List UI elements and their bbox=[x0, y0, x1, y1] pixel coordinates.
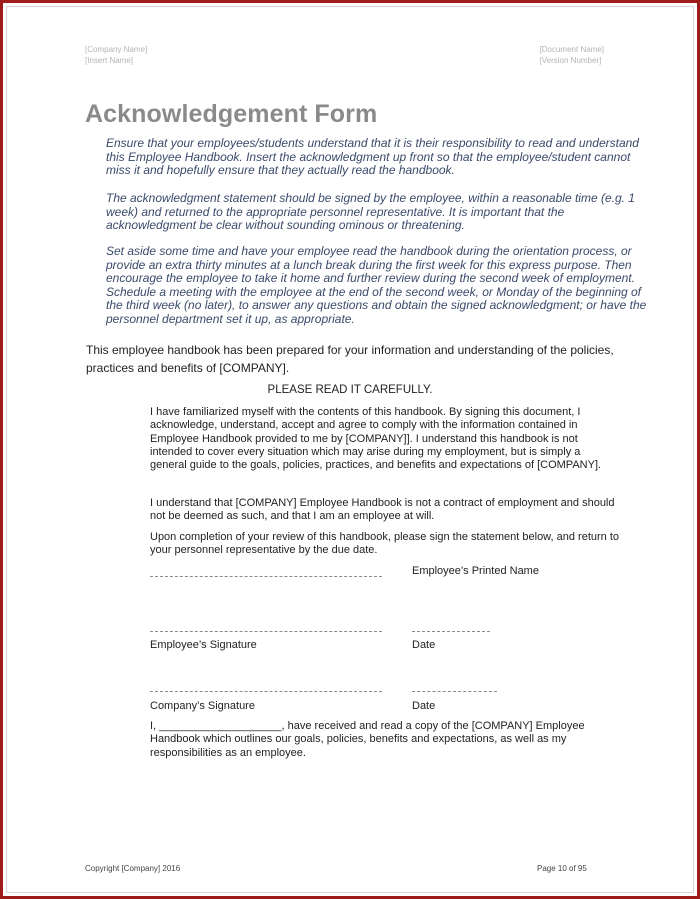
read-carefully-notice: PLEASE READ IT CAREFULLY. bbox=[267, 384, 433, 396]
employee-signature-label: Employee’s Signature bbox=[150, 639, 257, 651]
page-title: Acknowledgement Form bbox=[85, 100, 378, 128]
company-date-label: Date bbox=[412, 700, 436, 712]
header-document-name: [Document Name] bbox=[539, 45, 604, 54]
employee-date-line[interactable] bbox=[412, 631, 490, 632]
intro-paragraph: This employee handbook has been prepared for your information and understanding of the policies, practices and benefits of [COMPANY]. bbox=[86, 343, 614, 375]
header-version-number: [Version Number] bbox=[539, 56, 602, 65]
acknowledgment-paragraph-3: Upon completion of your review of this handbook, please sign the statement below, and return to your personnel representative by the due date. bbox=[150, 531, 620, 557]
printed-name-line[interactable] bbox=[150, 576, 382, 577]
header-right bbox=[540, 44, 604, 66]
printed-name-label: Employee’s Printed Name bbox=[412, 565, 539, 577]
company-signature-line[interactable] bbox=[150, 691, 382, 692]
header-insert-name: [Insert Name] bbox=[85, 56, 134, 65]
company-signature-label: Company’s Signature bbox=[150, 700, 255, 712]
guidance-paragraph-1: Ensure that your employees/students understand that it is their responsibility to read and understand this Employee Handbook. Insert the acknowledgment up front so that the employee/student cannot miss it and hopefully ensure that they actually read the handbook. bbox=[106, 136, 639, 178]
footer-page-number: Page 10 of 95 bbox=[537, 864, 587, 873]
acknowledgment-paragraph-2: I understand that [COMPANY] Employee Handbook is not a contract of employment and should not be deemed as such, and that I am an employee at will. bbox=[150, 497, 615, 523]
employee-date-label: Date bbox=[412, 639, 436, 651]
guidance-paragraph-3: Set aside some time and have your employee read the handbook during the orientation process, or provide an extra thirty minutes at a lunch break during the first week for this express purpose. Then encourage the employee to take it home and further review during the second week of employment. Schedule a meeting with the employee at the end of the second week, or Monday of the beginning of the third week (no later), to answer any questions and obtain the signed acknowledgment; or have the personnel department set it up, as appropriate. bbox=[106, 244, 647, 326]
employee-signature-line[interactable] bbox=[150, 631, 382, 632]
footer-copyright: Copyright [Company] 2016 bbox=[85, 864, 181, 873]
final-statement: I, ____________________, have received and read a copy of the [COMPANY] Employee Handbook which outlines our goals, policies, benefits and expectations, as well as my responsibilities as an employee. bbox=[150, 720, 585, 759]
header-company-name: [Company Name] bbox=[85, 45, 148, 54]
guidance-paragraph-2: The acknowledgment statement should be signed by the employee, within a reasonable time (e.g. 1 week) and returned to the appropriate personnel representative. It is important that the acknowledgment be clear without sounding ominous or threatening. bbox=[106, 191, 635, 233]
header-left bbox=[85, 44, 147, 66]
company-date-line[interactable] bbox=[412, 691, 497, 692]
acknowledgment-paragraph-1: I have familiarized myself with the contents of this handbook. By signing this document, I acknowledge, understand, accept and agree to comply with the information contained in Employee Handbook provided to me by [COMPANY]]. I understand this handbook is not intended to cover every situation which may arise during my employment, but is simply a general guide to the goals, policies, practices, and benefits and expectations of [COMPANY]. bbox=[150, 406, 602, 472]
